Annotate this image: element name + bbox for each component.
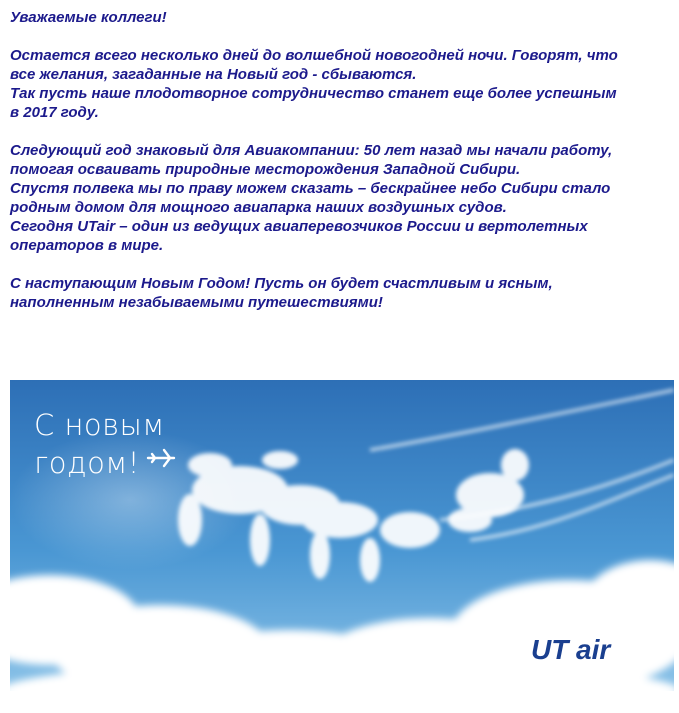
text-line: помогая осваивать природные месторождения Западной Сибири.	[10, 161, 521, 178]
letter-text	[10, 8, 674, 331]
letter-paragraph-3	[10, 274, 674, 312]
text-line: Так пусть наше плодотворное сотрудничество станет еще более успешным	[10, 85, 617, 102]
letter-paragraph-2	[10, 141, 674, 255]
text-line: родным домом для мощного авиапарка наших воздушных судов.	[10, 199, 507, 216]
new-year-banner	[10, 380, 674, 691]
utair-logo-air: air	[576, 634, 611, 665]
letter-paragraph-1	[10, 46, 674, 122]
text-line: Остается всего несколько дней до волшебной новогодней ночи. Говорят, что	[10, 47, 618, 64]
text-line: С наступающим Новым Годом! Пусть он будет счастливым и ясным,	[10, 275, 553, 292]
text-line: все желания, загаданные на Новый год - сбываются.	[10, 66, 417, 83]
banner-greeting	[34, 406, 165, 482]
text-line: операторов в мире.	[10, 237, 164, 254]
airplane-icon	[146, 447, 176, 469]
text-line: в 2017 году.	[10, 104, 99, 121]
banner-greeting-line-2: годом!	[34, 446, 140, 480]
letter-greeting: Уважаемые коллеги!	[10, 9, 167, 26]
banner-greeting-line-1: С новым	[34, 408, 165, 442]
text-line: наполненным незабываемыми путешествиями!	[10, 294, 383, 311]
text-line: Спустя полвека мы по праву можем сказать – бескрайнее небо Сибири стало	[10, 180, 611, 197]
utair-logo-ut: UT	[531, 634, 569, 665]
text-line: Следующий год знаковый для Авиакомпании: 50 лет назад мы начали работу,	[10, 142, 613, 159]
text-line: Сегодня UTair – один из ведущих авиаперевозчиков России и вертолетных	[10, 218, 588, 235]
